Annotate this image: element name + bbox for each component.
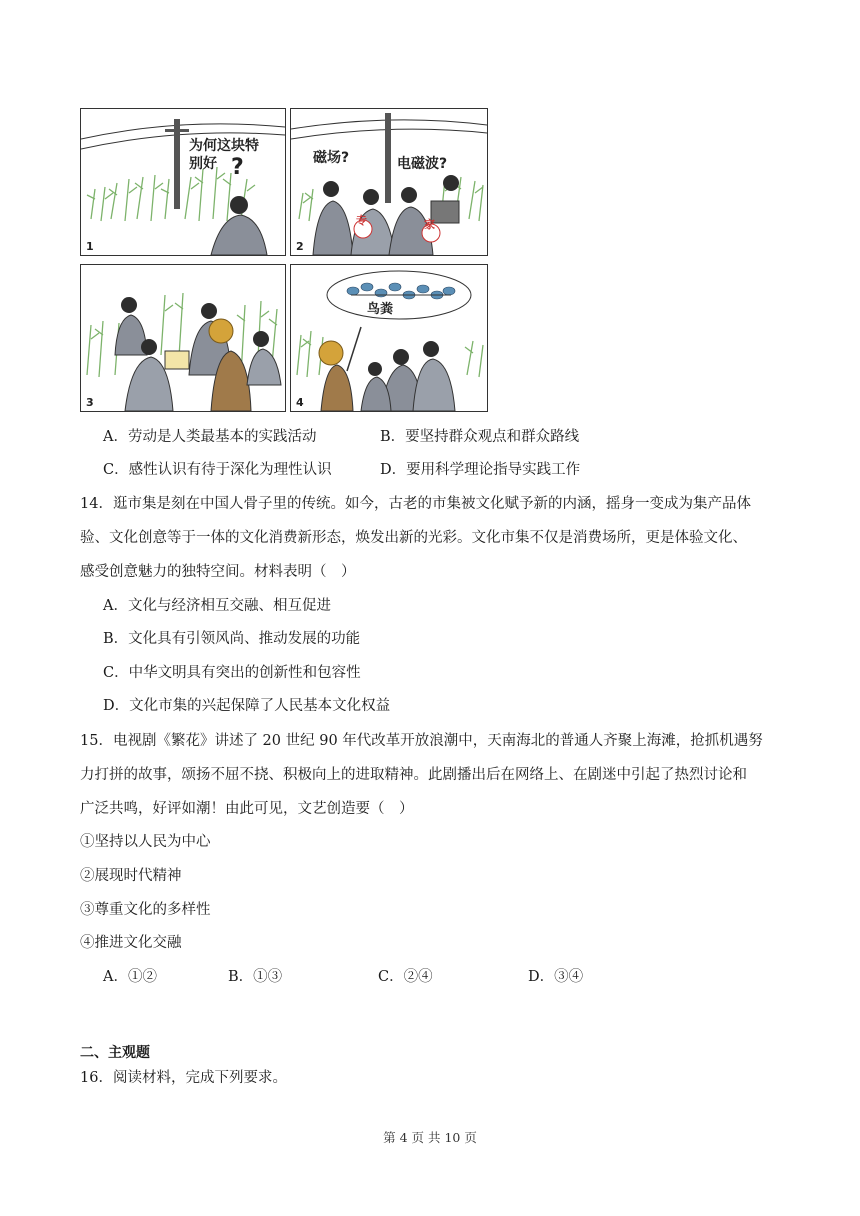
expert-badge-a: 专 xyxy=(356,214,367,227)
panel-1-speech xyxy=(189,137,259,173)
q15-item-2: ②展现时代精神 xyxy=(80,868,182,884)
q16-stem: 16．阅读材料，完成下列要求。 xyxy=(80,1070,287,1086)
panel-4-speech: 鸟粪 xyxy=(367,302,394,317)
comic-panel-3 xyxy=(80,264,286,412)
q14-option-a: A．文化与经济相互交融、相互促进 xyxy=(103,598,331,614)
panel-3-number: 3 xyxy=(86,396,94,409)
comic-panel-2-drawing xyxy=(291,109,487,255)
q13-option-d: D．要用科学理论指导实践工作 xyxy=(380,462,581,478)
q13-option-c: C．感性认识有待于深化为理性认识 xyxy=(103,462,332,478)
q14-option-c: C．中华文明具有突出的创新性和包容性 xyxy=(103,665,361,681)
page-number: 第 4 页 共 10 页 xyxy=(383,1130,477,1145)
q15-option-d: D．③④ xyxy=(528,969,584,985)
q15-item-4: ④推进文化交融 xyxy=(80,935,182,951)
panel-4-number: 4 xyxy=(296,396,304,409)
q15-item-1: ①坚持以人民为中心 xyxy=(80,834,211,850)
q13-option-b: B．要坚持群众观点和群众路线 xyxy=(380,429,580,445)
comic-panel-1-drawing xyxy=(81,109,285,255)
panel-2-number: 2 xyxy=(296,240,304,253)
comic-panel-1 xyxy=(80,108,286,256)
q15-item-3: ③尊重文化的多样性 xyxy=(80,902,211,918)
panel-1-number: 1 xyxy=(86,240,94,253)
q15-stem-line-2: 力打拼的故事，颂扬不屈不挠、积极向上的进取精神。此剧播出后在网络上、在剧迷中引起了热烈讨论和 xyxy=(80,767,747,783)
q15-option-a: A．①② xyxy=(103,969,157,985)
q15-stem-line-3: 广泛共鸣，好评如潮！由此可见，文艺创造要（ ） xyxy=(80,801,414,817)
q13-option-a: A．劳动是人类最基本的实践活动 xyxy=(103,429,317,445)
expert-badge-b: 家 xyxy=(424,218,435,231)
comic-panel-4-drawing xyxy=(291,265,487,411)
q15-stem-line-1: 15．电视剧《繁花》讲述了 20 世纪 90 年代改革开放浪潮中，天南海北的普通人齐聚上海滩，抢抓机遇努 xyxy=(80,733,763,749)
q14-option-d: D．文化市集的兴起保障了人民基本文化权益 xyxy=(103,698,391,714)
comic-panel-2 xyxy=(290,108,488,256)
question-mark: ? xyxy=(231,155,244,180)
q14-option-b: B．文化具有引领风尚、推动发展的功能 xyxy=(103,631,361,647)
comic-panel-4 xyxy=(290,264,488,412)
panel-2-speech-a: 磁场? xyxy=(313,150,350,166)
q14-stem-line-1: 14．逛市集是刻在中国人骨子里的传统。如今，古老的市集被文化赋予新的内涵，摇身一变成为集产品体 xyxy=(80,496,751,512)
q15-option-c: C．②④ xyxy=(378,969,433,985)
comic-panel-3-drawing xyxy=(81,265,285,411)
q15-option-b: B．①③ xyxy=(228,969,283,985)
q14-stem-line-2: 验、文化创意等于一体的文化消费新形态，焕发出新的光彩。文化市集不仅是消费场所，更是体验文化、 xyxy=(80,530,747,546)
q14-stem-line-3: 感受创意魅力的独特空间。材料表明（ ） xyxy=(80,564,356,580)
panel-1-speech-line-2: 别好 xyxy=(189,156,217,172)
section-title: 二、主观题 xyxy=(80,1045,150,1061)
panel-2-speech-b: 电磁波? xyxy=(397,156,448,172)
panel-1-speech-line-1: 为何这块特 xyxy=(189,138,259,154)
